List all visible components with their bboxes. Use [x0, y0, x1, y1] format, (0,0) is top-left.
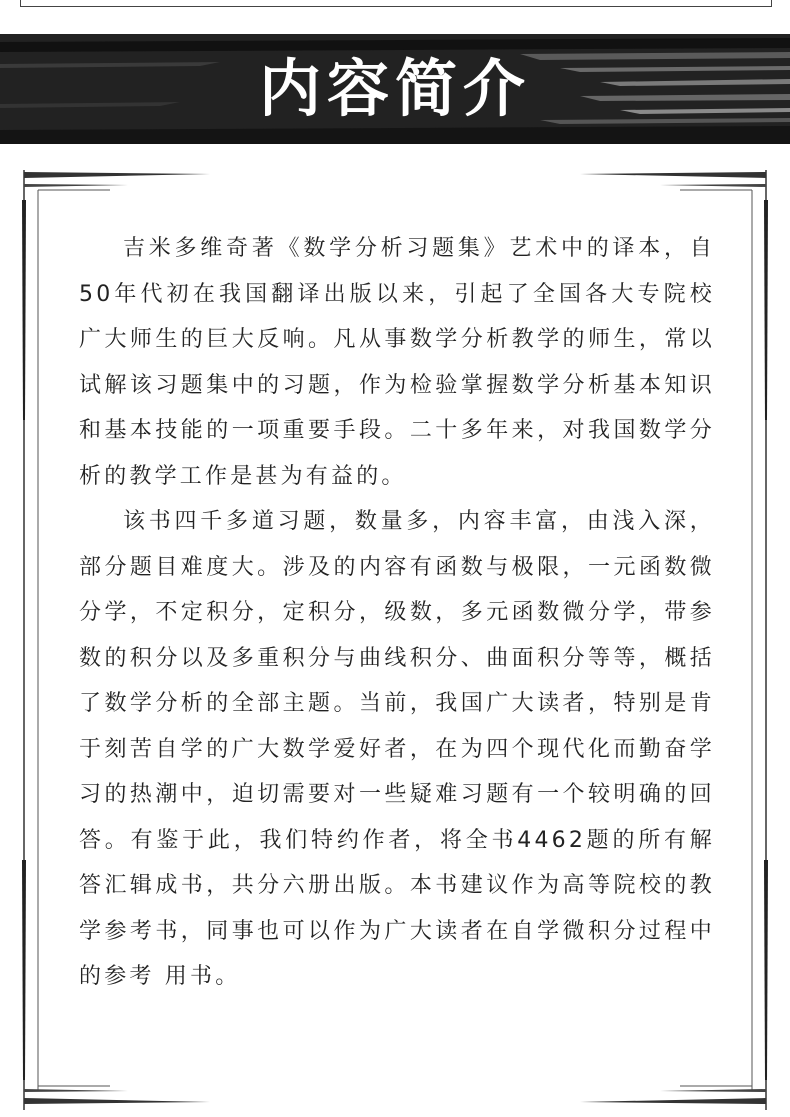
- page-title: 内容简介: [258, 52, 531, 125]
- top-border-frame: [20, 0, 772, 7]
- intro-paragraph-2: 该书四千多道习题，数量多，内容丰富，由浅入深，部分题目难度大。涉及的内容有函数与极限，一元函数微分学，不定积分，定积分，级数，多元函数微分学，带参数的积分以及多重积分与曲线积分、曲面积分等等，概括了数学分析的全部主题。当前，我国广大读者，特别是肯于刻苦自学的广大数学爱好者，在为四个现代化而勤奋学习的热潮中，迫切需要对一些疑难习题有一个较明确的回答。有鉴于此，我们特约作者，将全书4462题的所有解答汇辑成书，共分六册出版。本书建议作为高等院校的教学参考书，同事也可以作为广大读者在自学微积分过程中的参考 用书。: [79, 509, 715, 989]
- intro-paragraph-1: 吉米多维奇著《数学分析习题集》艺术中的译本，自50年代初在我国翻译出版以来，引起了全国各大专院校广大师生的巨大反响。凡从事数学分析教学的师生，常以试解该习题集中的习题，作为检验掌握数学分析基本知识和基本技能的一项重要手段。二十多年来，对我国数学分析的教学工作是甚为有益的。: [79, 236, 715, 489]
- content-body: [79, 226, 715, 1000]
- header-banner: [0, 34, 790, 144]
